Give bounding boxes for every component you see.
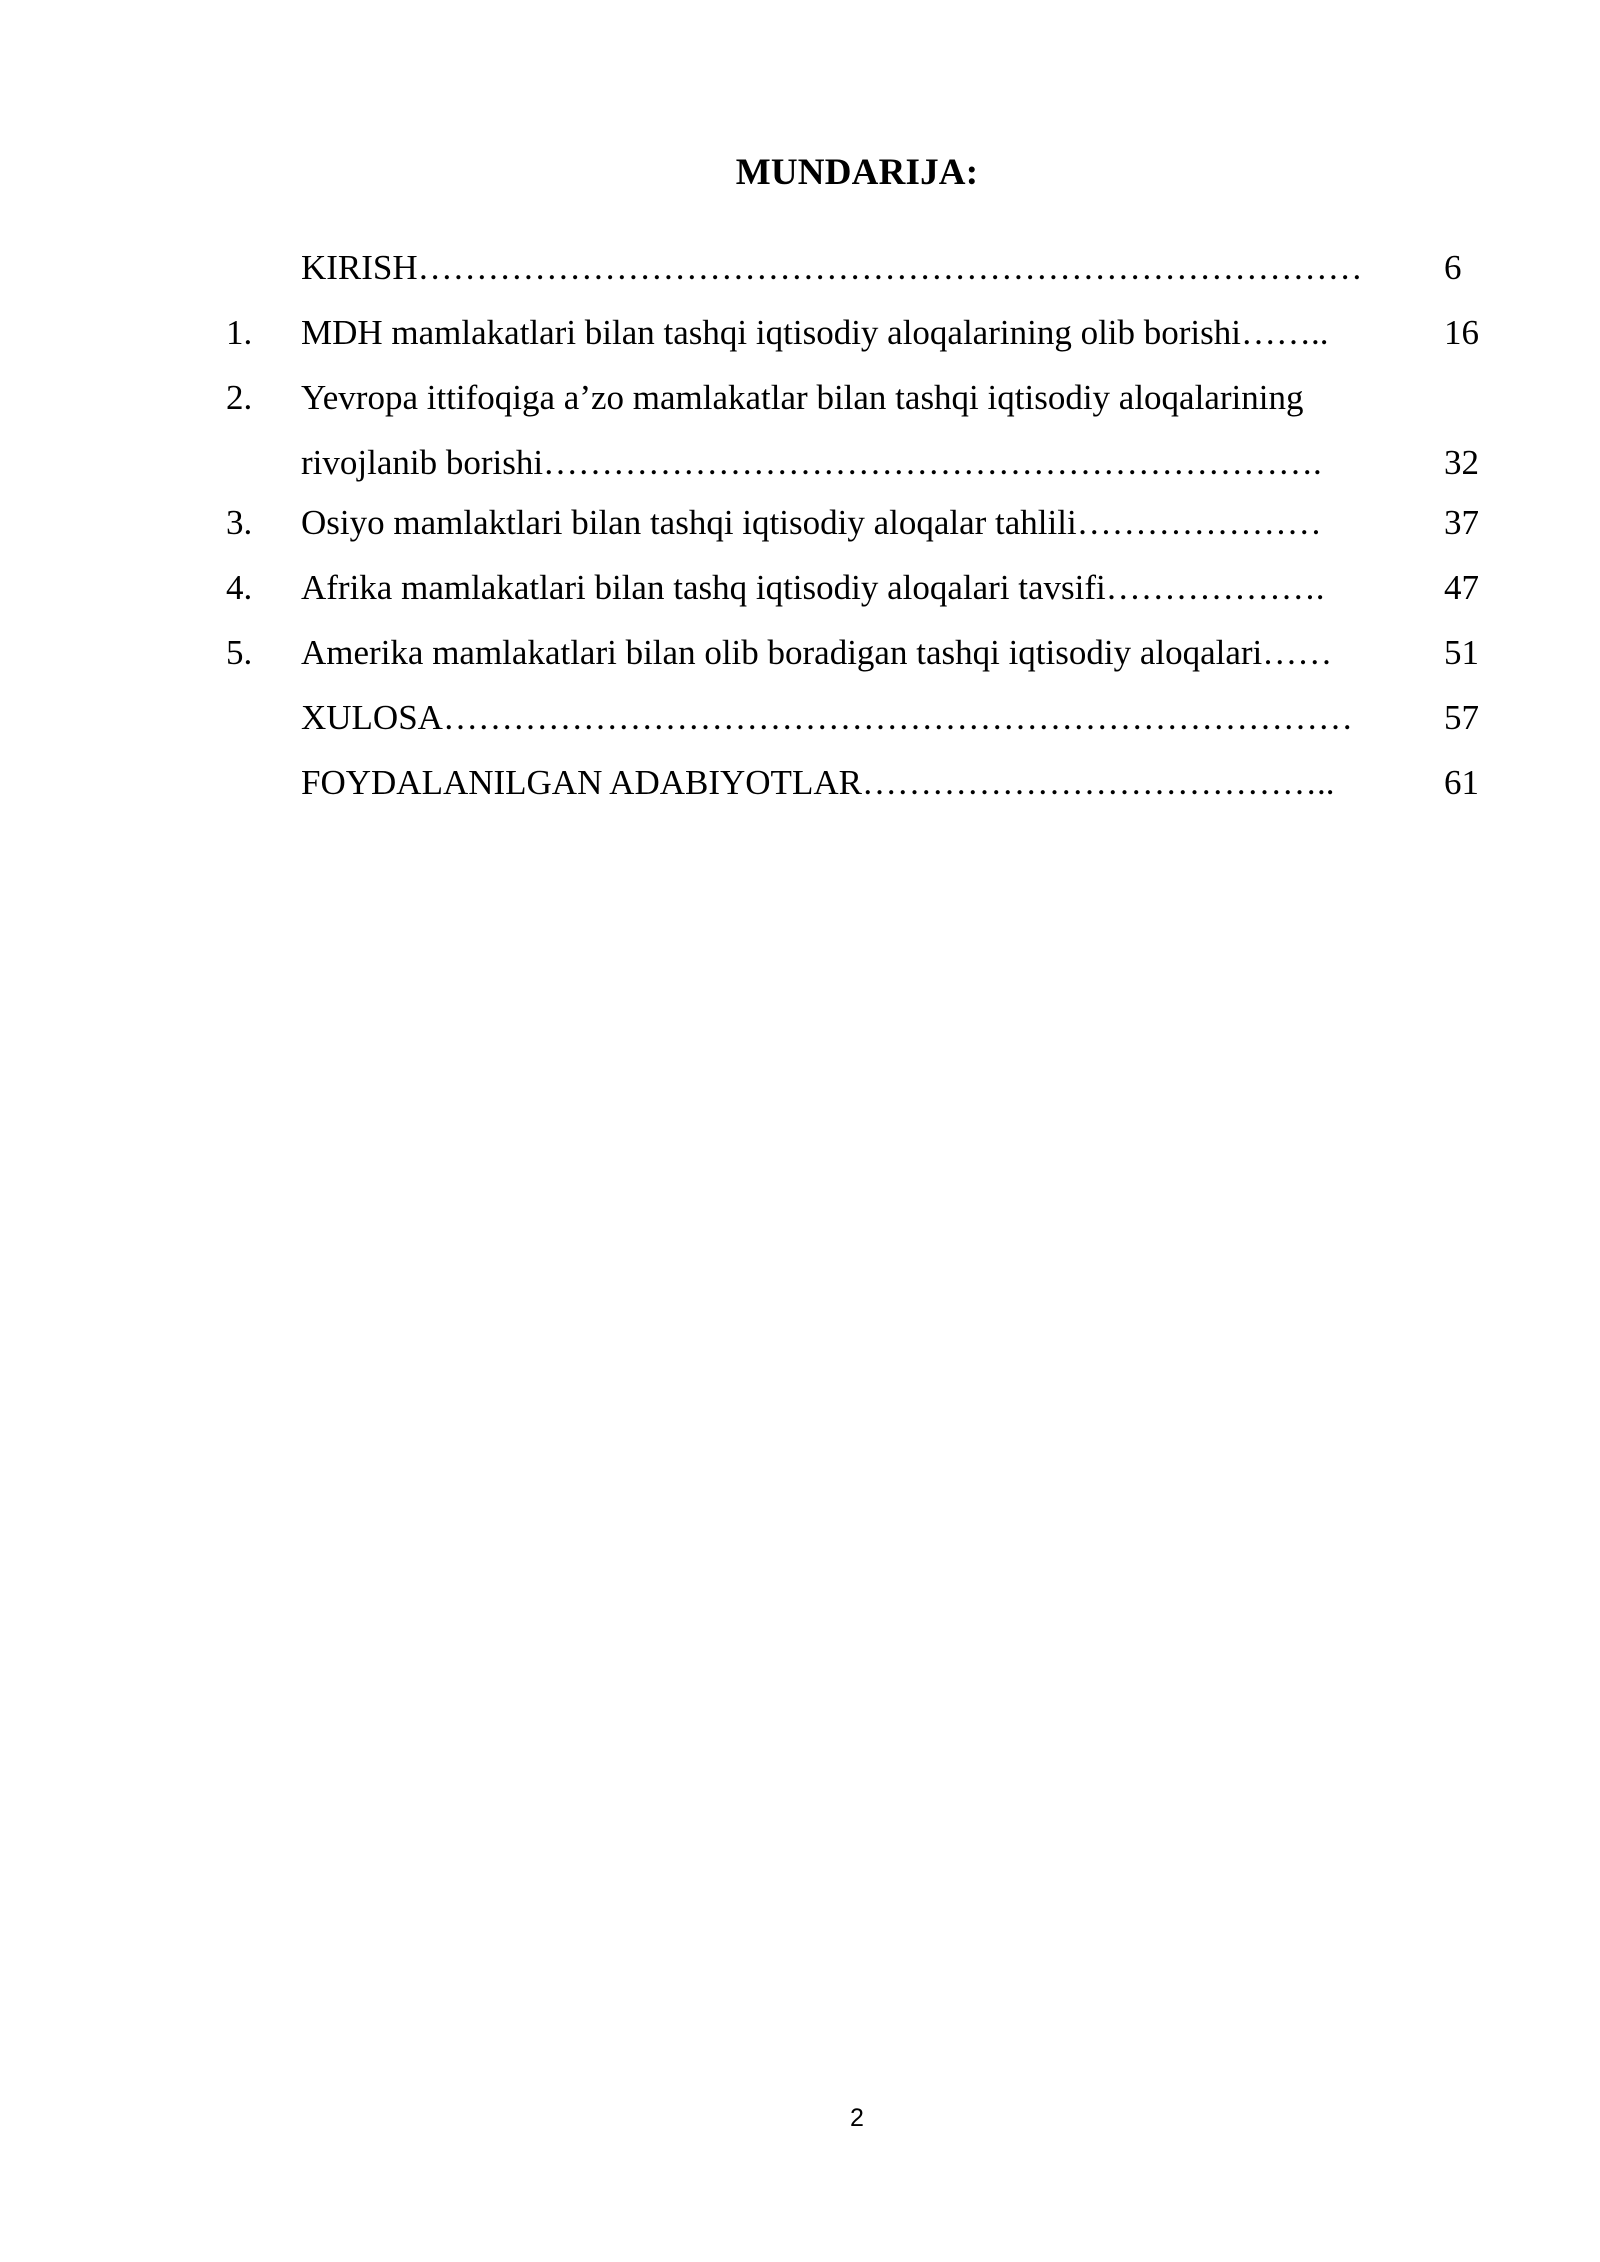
toc-entry-page: 37 <box>1444 503 1479 542</box>
toc-entry-text: XULOSA…………………………………………………………………… <box>301 698 1353 737</box>
toc-entry-number: 4. <box>226 568 253 607</box>
toc-entry-page: 32 <box>1444 443 1479 482</box>
toc-entry-page: 16 <box>1444 313 1479 352</box>
toc-entry-1 <box>0 310 1600 356</box>
toc-entry-page: 51 <box>1444 633 1479 672</box>
toc-entry-4 <box>0 565 1600 611</box>
page-number: 2 <box>850 2104 864 2132</box>
toc-entry-2 <box>0 375 1600 421</box>
toc-entry-number: 1. <box>226 313 253 352</box>
toc-entry-page: 61 <box>1444 763 1479 802</box>
toc-entry-5 <box>0 630 1600 676</box>
toc-entry-page: 47 <box>1444 568 1479 607</box>
toc-entry-2-continued <box>0 440 1600 486</box>
toc-entry-page: 6 <box>1444 248 1462 287</box>
toc-entry-text: Osiyo mamlaktlari bilan tashqi iqtisodiy aloqalar tahlili………………… <box>301 503 1322 542</box>
toc-entry-text: FOYDALANILGAN ADABIYOTLAR………………………………….. <box>301 763 1335 802</box>
toc-entry-text: KIRISH……………………………………………………………………… <box>301 248 1363 287</box>
toc-entry-number: 5. <box>226 633 253 672</box>
toc-entry-text: Yevropa ittifoqiga a’zo mamlakatlar bilan tashqi iqtisodiy aloqalarining <box>301 378 1304 417</box>
toc-entry-number: 3. <box>226 503 253 542</box>
toc-entry-text: Afrika mamlakatlari bilan tashq iqtisodiy aloqalari tavsifi………………. <box>301 568 1325 607</box>
toc-entry-kirish <box>0 245 1600 291</box>
toc-title: MUNDARIJA: <box>735 152 979 193</box>
toc-entry-page: 57 <box>1444 698 1479 737</box>
toc-entry-text: Amerika mamlakatlari bilan olib boradigan tashqi iqtisodiy aloqalari…… <box>301 633 1333 672</box>
toc-entry-xulosa <box>0 695 1600 741</box>
toc-entry-number: 2. <box>226 378 253 417</box>
toc-entry-3 <box>0 500 1600 546</box>
toc-entry-text: rivojlanib borishi…………………………………………………………. <box>301 443 1322 482</box>
toc-entry-adabiyotlar <box>0 760 1600 806</box>
toc-entry-text: MDH mamlakatlari bilan tashqi iqtisodiy aloqalarining olib borishi…….. <box>301 313 1329 352</box>
